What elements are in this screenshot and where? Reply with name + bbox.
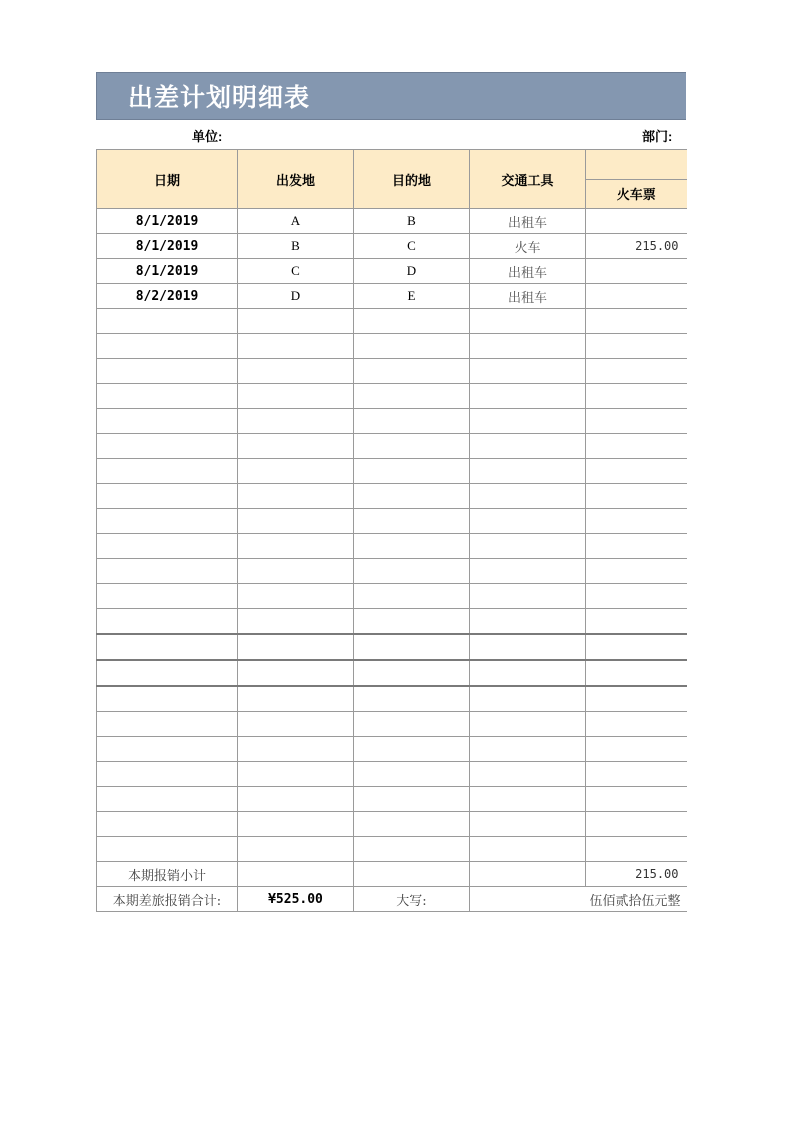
detail-table [96,149,687,912]
date-cell: 8/2/2019 [97,284,238,309]
empty-cell [238,737,354,762]
empty-row [97,434,687,459]
empty-cell [238,609,354,635]
empty-row [97,837,687,862]
empty-cell [238,686,354,712]
empty-cell [470,762,586,787]
empty-cell [586,660,687,686]
empty-cell [470,384,586,409]
empty-cell [586,459,687,484]
date-cell: 8/1/2019 [97,209,238,234]
empty-row [97,384,687,409]
empty-row [97,334,687,359]
header-date: 日期 [97,150,238,209]
header-from: 出发地 [238,150,354,209]
table-row [97,259,687,284]
empty-cell [354,787,470,812]
from-cell: B [238,234,354,259]
empty-cell [470,812,586,837]
empty-cell [97,609,238,635]
capital-label: 大写: [354,887,470,912]
empty-cell [470,609,586,635]
empty-cell [238,309,354,334]
empty-cell [470,534,586,559]
table-row [97,284,687,309]
subtotal-train-ticket: 215.00 [586,862,687,887]
empty-cell [238,434,354,459]
empty-cell [470,737,586,762]
empty-cell [97,534,238,559]
dept-label: 部门: [642,129,673,144]
expense-sheet [96,72,686,912]
empty-cell [354,509,470,534]
empty-cell [97,359,238,384]
empty-row [97,309,687,334]
empty-cell [97,559,238,584]
empty-cell [470,559,586,584]
empty-cell [97,660,238,686]
empty-cell [97,812,238,837]
sheet-title: 出差计划明细表 [128,83,311,112]
empty-cell [238,762,354,787]
empty-cell [238,459,354,484]
empty-cell [238,534,354,559]
total-label: 本期差旅报销合计: [97,887,238,912]
table-row [97,234,687,259]
empty-cell [354,686,470,712]
empty-cell [354,837,470,862]
empty-cell [586,634,687,660]
empty-cell [354,534,470,559]
empty-cell [586,509,687,534]
empty-cell [470,862,586,887]
empty-cell [354,309,470,334]
empty-cell [354,762,470,787]
empty-cell [470,660,586,686]
empty-cell [470,334,586,359]
transport-cell: 出租车 [470,209,586,234]
empty-cell [586,737,687,762]
empty-cell [97,484,238,509]
empty-cell [354,584,470,609]
empty-cell [238,409,354,434]
empty-cell [470,509,586,534]
capital-amount: 伍佰贰拾伍元整 [470,887,687,912]
empty-row [97,534,687,559]
empty-cell [354,634,470,660]
empty-cell [470,459,586,484]
empty-cell [238,484,354,509]
unit-label: 单位: [192,129,223,144]
empty-cell [470,434,586,459]
empty-cell [586,534,687,559]
empty-cell [470,712,586,737]
from-cell: C [238,259,354,284]
empty-cell [97,459,238,484]
empty-cell [586,384,687,409]
empty-cell [586,812,687,837]
empty-cell [354,862,470,887]
empty-cell [238,712,354,737]
to-cell: B [354,209,470,234]
empty-row [97,509,687,534]
total-amount: ¥525.00 [238,887,354,912]
empty-cell [586,559,687,584]
empty-cell [586,409,687,434]
empty-cell [586,787,687,812]
empty-cell [354,434,470,459]
empty-cell [238,837,354,862]
empty-cell [238,584,354,609]
empty-cell [238,334,354,359]
empty-cell [586,334,687,359]
empty-cell [97,762,238,787]
empty-cell [354,712,470,737]
empty-cell [97,309,238,334]
empty-cell [586,609,687,635]
empty-cell [470,309,586,334]
empty-cell [354,409,470,434]
subtotal-row [97,862,687,887]
empty-cell [97,384,238,409]
empty-cell [354,559,470,584]
empty-row [97,737,687,762]
header-row [97,150,687,180]
empty-cell [97,837,238,862]
empty-cell [97,737,238,762]
empty-row [97,559,687,584]
empty-cell [354,660,470,686]
empty-cell [586,837,687,862]
empty-cell [97,787,238,812]
transport-cell: 出租车 [470,284,586,309]
empty-cell [586,762,687,787]
empty-row [97,634,687,660]
empty-cell [586,309,687,334]
empty-cell [238,862,354,887]
empty-cell [354,459,470,484]
empty-row [97,762,687,787]
header-to: 目的地 [354,150,470,209]
empty-cell [238,384,354,409]
empty-row [97,609,687,635]
empty-cell [238,509,354,534]
empty-cell [470,837,586,862]
empty-cell [238,634,354,660]
empty-cell [470,584,586,609]
header-group-cell [586,150,687,180]
empty-cell [470,686,586,712]
empty-cell [238,359,354,384]
to-cell: D [354,259,470,284]
empty-cell [97,334,238,359]
empty-cell [470,634,586,660]
title-bar [96,72,686,120]
empty-cell [354,384,470,409]
from-cell: D [238,284,354,309]
empty-cell [97,509,238,534]
total-row [97,887,687,912]
table-row [97,209,687,234]
from-cell: A [238,209,354,234]
meta-row [96,120,686,149]
empty-cell [97,686,238,712]
empty-row [97,686,687,712]
empty-cell [354,484,470,509]
empty-row [97,712,687,737]
transport-cell: 出租车 [470,259,586,284]
train-ticket-cell [586,259,687,284]
empty-row [97,787,687,812]
empty-cell [238,812,354,837]
empty-cell [97,584,238,609]
header-train-ticket: 火车票 [586,179,687,209]
empty-cell [470,359,586,384]
train-ticket-cell [586,209,687,234]
empty-cell [586,712,687,737]
empty-cell [238,660,354,686]
empty-row [97,484,687,509]
empty-cell [354,334,470,359]
empty-cell [354,359,470,384]
empty-cell [586,484,687,509]
empty-cell [238,787,354,812]
empty-cell [470,409,586,434]
empty-cell [586,359,687,384]
empty-row [97,812,687,837]
empty-cell [354,609,470,635]
empty-cell [238,559,354,584]
to-cell: C [354,234,470,259]
train-ticket-cell: 215.00 [586,234,687,259]
empty-cell [470,787,586,812]
empty-cell [97,634,238,660]
empty-row [97,584,687,609]
empty-row [97,660,687,686]
empty-cell [586,686,687,712]
date-cell: 8/1/2019 [97,234,238,259]
transport-cell: 火车 [470,234,586,259]
empty-cell [97,434,238,459]
subtotal-label: 本期报销小计 [97,862,238,887]
header-transport: 交通工具 [470,150,586,209]
empty-row [97,459,687,484]
empty-cell [354,737,470,762]
empty-cell [586,584,687,609]
empty-cell [97,712,238,737]
train-ticket-cell [586,284,687,309]
empty-cell [470,484,586,509]
empty-cell [97,409,238,434]
to-cell: E [354,284,470,309]
empty-row [97,359,687,384]
empty-cell [586,434,687,459]
date-cell: 8/1/2019 [97,259,238,284]
empty-row [97,409,687,434]
empty-cell [354,812,470,837]
